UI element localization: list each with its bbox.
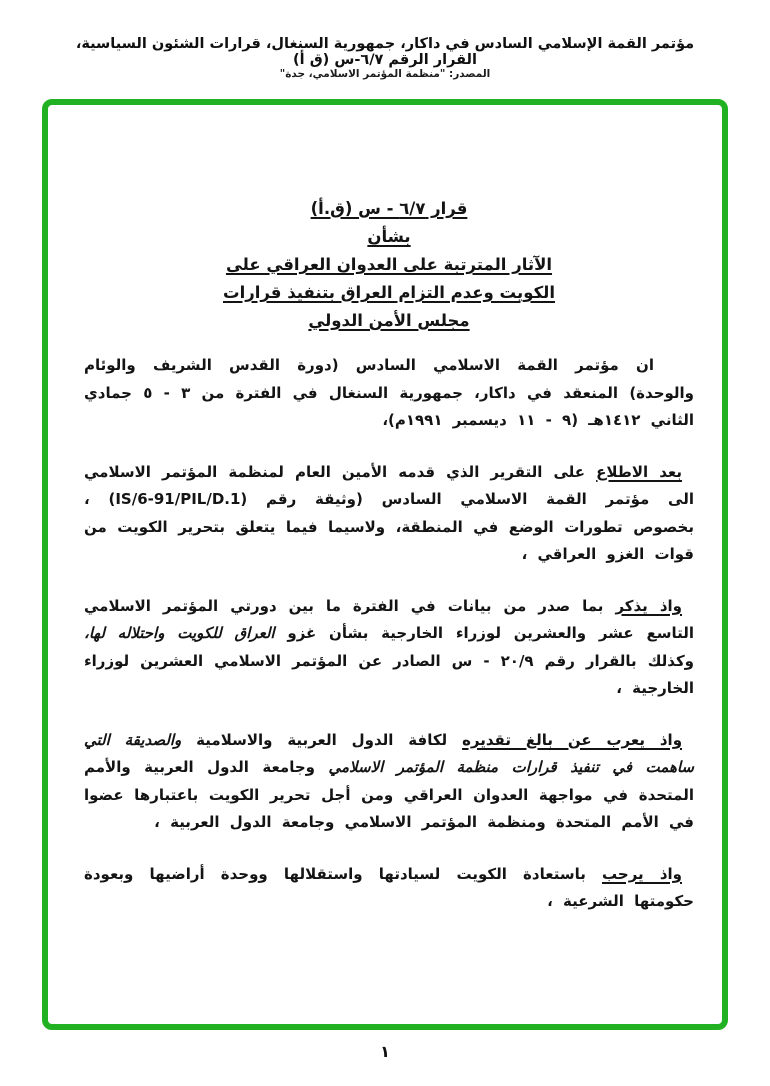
page-number: ١	[380, 1042, 390, 1061]
title-line: مجلس الأمن الدولي	[308, 311, 470, 330]
paragraph-segment: واذ يرحب	[602, 864, 682, 883]
paragraph	[84, 459, 694, 569]
paragraph-segment: باستعادة الكويت لسيادتها واستقلالها ووحدة أراضيها وبعودة حكومتها الشرعية ،	[84, 864, 694, 910]
document-source-line: المصدر: "منظمة المؤتمر الاسلامي، جدة"	[279, 68, 491, 80]
paragraph-segment: وجامعة الدول العربية والأمم المتحدة في مواجهة العدوان العراقي ومن أجل تحرير الكويت باعتبارها عضوا في الأمم المتحدة ومنظمة المؤتمر الاسلامي وجامعة الدول العربية ،	[84, 758, 694, 831]
paragraph	[84, 352, 694, 435]
paragraph	[84, 861, 694, 916]
resolution-body	[84, 352, 694, 916]
document-citation-header: مؤتمر القمة الإسلامي السادس في داكار، جمهورية السنغال، قرارات الشئون السياسية، القرار الرقم ٦/٧-س (ق أ)	[75, 36, 695, 68]
title-line: الآثار المترتبة على العدوان العراقي على	[225, 255, 553, 274]
paragraph-segment: والصديقة التي ساهمت في تنفيذ قرارات منظمة المؤتمر الاسلامي	[84, 730, 694, 776]
document-border-frame	[42, 99, 728, 1030]
document-page	[48, 105, 722, 1024]
paragraph-segment: العراق للكويت واحتلاله لها،	[84, 624, 275, 642]
paragraph-segment: واذ يعرب عن بالغ تقديره	[462, 730, 683, 749]
paragraph-segment: ان مؤتمر القمة الاسلامي السادس (دورة القدس الشريف والوئام والوحدة) المنعقد في داكار، جمهورية السنغال في الفترة من ٣ - ٥ جمادي الثاني ١٤١٢هـ (٩ - ١١ ديسمبر ١٩٩١م)،	[84, 356, 695, 429]
paragraph	[84, 593, 694, 703]
paragraph-segment: بعد الاطلاع	[596, 462, 683, 481]
paragraph-segment: على التقرير الذي قدمه الأمين العام لمنظمة المؤتمر الاسلامي الى مؤتمر القمة الاسلامي السادس (وثيقة رقم (IS/6-91/PIL/D.1) ، بخصوص تطورات الوضع في المنطقة، ولاسيما فيما يتعلق بتحرير الكويت من قوات الغزو العراقي ،	[84, 462, 695, 563]
resolution-title	[84, 195, 694, 335]
title-line: الكويت وعدم التزام العراق بتنفيذ قرارات	[222, 283, 556, 302]
paragraph	[84, 727, 694, 837]
paragraph-segment: لكافة الدول العربية والاسلامية	[181, 730, 463, 749]
title-line: بشأن	[367, 227, 411, 246]
paragraph-segment: واذ يذكر	[615, 596, 682, 615]
paragraph-segment: وكذلك بالقرار رقم ٢٠/٩ - س الصادر عن المؤتمر الاسلامي العشرين لوزراء الخارجية ،	[84, 651, 694, 697]
title-line: قرار ٦/٧ - س (ق.أ)	[310, 199, 468, 218]
paragraph-segment: بما صدر من بيانات في الفترة ما بين دورتي المؤتمر الاسلامي التاسع عشر والعشرين لوزراء الخارجية بشأن غزو	[84, 596, 694, 642]
